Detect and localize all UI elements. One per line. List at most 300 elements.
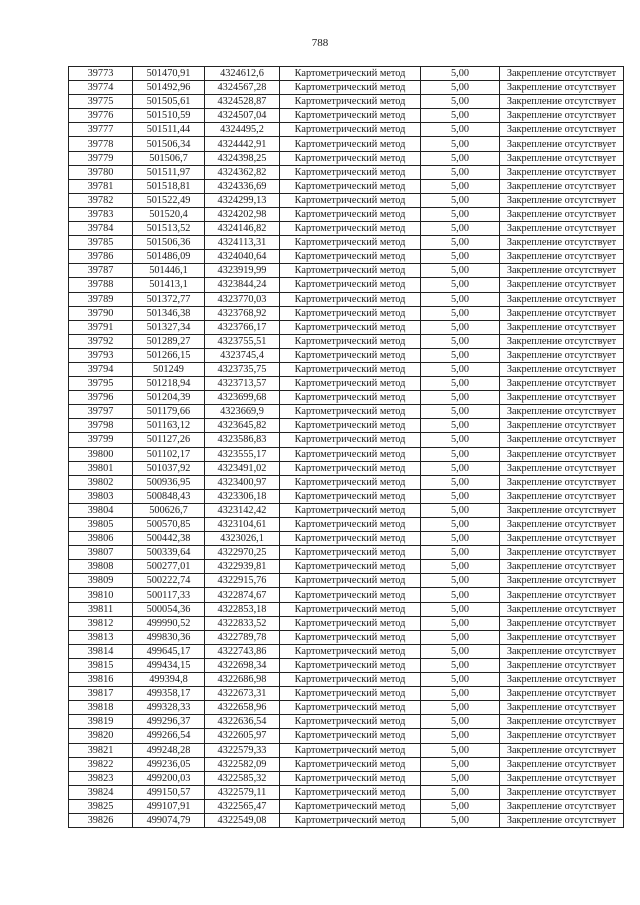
table-row — [69, 109, 624, 123]
point-number-cell: 39799 — [69, 433, 133, 447]
point-number-cell: 39794 — [69, 362, 133, 376]
method-cell: Картометрический метод — [280, 447, 421, 461]
fixation-cell: Закрепление отсутствует — [500, 362, 624, 376]
table-row — [69, 799, 624, 813]
accuracy-cell: 5,00 — [421, 715, 500, 729]
accuracy-cell: 5,00 — [421, 461, 500, 475]
point-number-cell: 39804 — [69, 503, 133, 517]
accuracy-cell: 5,00 — [421, 109, 500, 123]
method-cell: Картометрический метод — [280, 292, 421, 306]
fixation-cell: Закрепление отсутствует — [500, 701, 624, 715]
x-coordinate-cell: 501413,1 — [133, 278, 205, 292]
accuracy-cell: 5,00 — [421, 391, 500, 405]
fixation-cell: Закрепление отсутствует — [500, 616, 624, 630]
point-number-cell: 39809 — [69, 574, 133, 588]
y-coordinate-cell: 4324507,04 — [205, 109, 280, 123]
y-coordinate-cell: 4324495,2 — [205, 123, 280, 137]
table-row — [69, 687, 624, 701]
method-cell: Картометрический метод — [280, 306, 421, 320]
x-coordinate-cell: 501163,12 — [133, 419, 205, 433]
point-number-cell: 39814 — [69, 644, 133, 658]
table-row — [69, 433, 624, 447]
y-coordinate-cell: 4324040,64 — [205, 250, 280, 264]
point-number-cell: 39778 — [69, 137, 133, 151]
y-coordinate-cell: 4324202,98 — [205, 207, 280, 221]
accuracy-cell: 5,00 — [421, 179, 500, 193]
method-cell: Картометрический метод — [280, 151, 421, 165]
method-cell: Картометрический метод — [280, 743, 421, 757]
table-row — [69, 673, 624, 687]
method-cell: Картометрический метод — [280, 222, 421, 236]
method-cell: Картометрический метод — [280, 588, 421, 602]
accuracy-cell: 5,00 — [421, 785, 500, 799]
table-row — [69, 95, 624, 109]
fixation-cell: Закрепление отсутствует — [500, 123, 624, 137]
x-coordinate-cell: 501327,34 — [133, 320, 205, 334]
accuracy-cell: 5,00 — [421, 334, 500, 348]
accuracy-cell: 5,00 — [421, 433, 500, 447]
accuracy-cell: 5,00 — [421, 207, 500, 221]
method-cell: Картометрический метод — [280, 729, 421, 743]
x-coordinate-cell: 499990,52 — [133, 616, 205, 630]
table-row — [69, 278, 624, 292]
table-row — [69, 630, 624, 644]
table-row — [69, 236, 624, 250]
x-coordinate-cell: 499248,28 — [133, 743, 205, 757]
y-coordinate-cell: 4323713,57 — [205, 377, 280, 391]
point-number-cell: 39793 — [69, 348, 133, 362]
method-cell: Картометрический метод — [280, 489, 421, 503]
table-row — [69, 729, 624, 743]
fixation-cell: Закрепление отсутствует — [500, 771, 624, 785]
y-coordinate-cell: 4322605,97 — [205, 729, 280, 743]
fixation-cell: Закрепление отсутствует — [500, 461, 624, 475]
method-cell: Картометрический метод — [280, 123, 421, 137]
y-coordinate-cell: 4323768,92 — [205, 306, 280, 320]
point-number-cell: 39806 — [69, 532, 133, 546]
x-coordinate-cell: 501522,49 — [133, 193, 205, 207]
x-coordinate-cell: 499358,17 — [133, 687, 205, 701]
point-number-cell: 39779 — [69, 151, 133, 165]
table-row — [69, 292, 624, 306]
y-coordinate-cell: 4323745,4 — [205, 348, 280, 362]
table-row — [69, 447, 624, 461]
y-coordinate-cell: 4323104,61 — [205, 518, 280, 532]
y-coordinate-cell: 4322915,76 — [205, 574, 280, 588]
fixation-cell: Закрепление отсутствует — [500, 546, 624, 560]
table-row — [69, 757, 624, 771]
x-coordinate-cell: 499830,36 — [133, 630, 205, 644]
fixation-cell: Закрепление отсутствует — [500, 405, 624, 419]
y-coordinate-cell: 4323735,75 — [205, 362, 280, 376]
point-number-cell: 39797 — [69, 405, 133, 419]
accuracy-cell: 5,00 — [421, 475, 500, 489]
point-number-cell: 39781 — [69, 179, 133, 193]
accuracy-cell: 5,00 — [421, 377, 500, 391]
table-row — [69, 658, 624, 672]
x-coordinate-cell: 501506,36 — [133, 236, 205, 250]
point-number-cell: 39805 — [69, 518, 133, 532]
point-number-cell: 39811 — [69, 602, 133, 616]
y-coordinate-cell: 4323400,97 — [205, 475, 280, 489]
point-number-cell: 39795 — [69, 377, 133, 391]
table-row — [69, 771, 624, 785]
fixation-cell: Закрепление отсутствует — [500, 81, 624, 95]
y-coordinate-cell: 4322743,86 — [205, 644, 280, 658]
x-coordinate-cell: 501037,92 — [133, 461, 205, 475]
accuracy-cell: 5,00 — [421, 532, 500, 546]
y-coordinate-cell: 4324146,82 — [205, 222, 280, 236]
point-number-cell: 39786 — [69, 250, 133, 264]
point-number-cell: 39822 — [69, 757, 133, 771]
point-number-cell: 39790 — [69, 306, 133, 320]
accuracy-cell: 5,00 — [421, 81, 500, 95]
y-coordinate-cell: 4323699,68 — [205, 391, 280, 405]
point-number-cell: 39777 — [69, 123, 133, 137]
y-coordinate-cell: 4323919,99 — [205, 264, 280, 278]
y-coordinate-cell: 4322579,11 — [205, 785, 280, 799]
method-cell: Картометрический метод — [280, 630, 421, 644]
method-cell: Картометрический метод — [280, 95, 421, 109]
accuracy-cell: 5,00 — [421, 518, 500, 532]
accuracy-cell: 5,00 — [421, 250, 500, 264]
x-coordinate-cell: 501127,26 — [133, 433, 205, 447]
y-coordinate-cell: 4322789,78 — [205, 630, 280, 644]
point-number-cell: 39815 — [69, 658, 133, 672]
y-coordinate-cell: 4323844,24 — [205, 278, 280, 292]
table-row — [69, 67, 624, 81]
table-row — [69, 151, 624, 165]
y-coordinate-cell: 4324612,6 — [205, 67, 280, 81]
accuracy-cell: 5,00 — [421, 151, 500, 165]
fixation-cell: Закрепление отсутствует — [500, 222, 624, 236]
y-coordinate-cell: 4322636,54 — [205, 715, 280, 729]
accuracy-cell: 5,00 — [421, 292, 500, 306]
accuracy-cell: 5,00 — [421, 137, 500, 151]
x-coordinate-cell: 501446,1 — [133, 264, 205, 278]
point-number-cell: 39782 — [69, 193, 133, 207]
table-row — [69, 207, 624, 221]
point-number-cell: 39774 — [69, 81, 133, 95]
accuracy-cell: 5,00 — [421, 743, 500, 757]
accuracy-cell: 5,00 — [421, 630, 500, 644]
fixation-cell: Закрепление отсутствует — [500, 673, 624, 687]
y-coordinate-cell: 4324442,91 — [205, 137, 280, 151]
method-cell: Картометрический метод — [280, 419, 421, 433]
accuracy-cell: 5,00 — [421, 644, 500, 658]
table-row — [69, 193, 624, 207]
method-cell: Картометрический метод — [280, 278, 421, 292]
x-coordinate-cell: 501289,27 — [133, 334, 205, 348]
point-number-cell: 39785 — [69, 236, 133, 250]
method-cell: Картометрический метод — [280, 320, 421, 334]
x-coordinate-cell: 500117,33 — [133, 588, 205, 602]
x-coordinate-cell: 501513,52 — [133, 222, 205, 236]
fixation-cell: Закрепление отсутствует — [500, 447, 624, 461]
method-cell: Картометрический метод — [280, 348, 421, 362]
y-coordinate-cell: 4324362,82 — [205, 165, 280, 179]
fixation-cell: Закрепление отсутствует — [500, 151, 624, 165]
method-cell: Картометрический метод — [280, 137, 421, 151]
accuracy-cell: 5,00 — [421, 799, 500, 813]
table-row — [69, 264, 624, 278]
table-row — [69, 334, 624, 348]
x-coordinate-cell: 500054,36 — [133, 602, 205, 616]
fixation-cell: Закрепление отсутствует — [500, 588, 624, 602]
method-cell: Картометрический метод — [280, 165, 421, 179]
x-coordinate-cell: 501511,44 — [133, 123, 205, 137]
method-cell: Картометрический метод — [280, 236, 421, 250]
fixation-cell: Закрепление отсутствует — [500, 165, 624, 179]
fixation-cell: Закрепление отсутствует — [500, 179, 624, 193]
point-number-cell: 39775 — [69, 95, 133, 109]
accuracy-cell: 5,00 — [421, 757, 500, 771]
accuracy-cell: 5,00 — [421, 503, 500, 517]
point-number-cell: 39783 — [69, 207, 133, 221]
point-number-cell: 39819 — [69, 715, 133, 729]
fixation-cell: Закрепление отсутствует — [500, 799, 624, 813]
fixation-cell: Закрепление отсутствует — [500, 503, 624, 517]
method-cell: Картометрический метод — [280, 362, 421, 376]
accuracy-cell: 5,00 — [421, 236, 500, 250]
fixation-cell: Закрепление отсутствует — [500, 292, 624, 306]
x-coordinate-cell: 501204,39 — [133, 391, 205, 405]
table-row — [69, 137, 624, 151]
table-row — [69, 320, 624, 334]
method-cell: Картометрический метод — [280, 813, 421, 827]
fixation-cell: Закрепление отсутствует — [500, 137, 624, 151]
x-coordinate-cell: 500339,64 — [133, 546, 205, 560]
y-coordinate-cell: 4322939,81 — [205, 560, 280, 574]
method-cell: Картометрический метод — [280, 67, 421, 81]
table-row — [69, 715, 624, 729]
accuracy-cell: 5,00 — [421, 546, 500, 560]
x-coordinate-cell: 500626,7 — [133, 503, 205, 517]
fixation-cell: Закрепление отсутствует — [500, 687, 624, 701]
y-coordinate-cell: 4323669,9 — [205, 405, 280, 419]
method-cell: Картометрический метод — [280, 461, 421, 475]
table-row — [69, 405, 624, 419]
table-row — [69, 602, 624, 616]
fixation-cell: Закрепление отсутствует — [500, 278, 624, 292]
fixation-cell: Закрепление отсутствует — [500, 207, 624, 221]
method-cell: Картометрический метод — [280, 616, 421, 630]
point-number-cell: 39789 — [69, 292, 133, 306]
point-number-cell: 39773 — [69, 67, 133, 81]
point-number-cell: 39824 — [69, 785, 133, 799]
fixation-cell: Закрепление отсутствует — [500, 391, 624, 405]
y-coordinate-cell: 4323142,42 — [205, 503, 280, 517]
accuracy-cell: 5,00 — [421, 405, 500, 419]
x-coordinate-cell: 501486,09 — [133, 250, 205, 264]
method-cell: Картометрический метод — [280, 109, 421, 123]
y-coordinate-cell: 4324528,87 — [205, 95, 280, 109]
accuracy-cell: 5,00 — [421, 574, 500, 588]
point-number-cell: 39784 — [69, 222, 133, 236]
y-coordinate-cell: 4322585,32 — [205, 771, 280, 785]
fixation-cell: Закрепление отсутствует — [500, 320, 624, 334]
point-number-cell: 39808 — [69, 560, 133, 574]
method-cell: Картометрический метод — [280, 405, 421, 419]
table-row — [69, 560, 624, 574]
accuracy-cell: 5,00 — [421, 222, 500, 236]
accuracy-cell: 5,00 — [421, 602, 500, 616]
x-coordinate-cell: 500277,01 — [133, 560, 205, 574]
fixation-cell: Закрепление отсутствует — [500, 785, 624, 799]
accuracy-cell: 5,00 — [421, 419, 500, 433]
point-number-cell: 39803 — [69, 489, 133, 503]
x-coordinate-cell: 501506,7 — [133, 151, 205, 165]
fixation-cell: Закрепление отсутствует — [500, 306, 624, 320]
y-coordinate-cell: 4324299,13 — [205, 193, 280, 207]
fixation-cell: Закрепление отсутствует — [500, 518, 624, 532]
y-coordinate-cell: 4322686,98 — [205, 673, 280, 687]
x-coordinate-cell: 499200,03 — [133, 771, 205, 785]
table-row — [69, 81, 624, 95]
x-coordinate-cell: 499150,57 — [133, 785, 205, 799]
method-cell: Картометрический метод — [280, 81, 421, 95]
accuracy-cell: 5,00 — [421, 560, 500, 574]
method-cell: Картометрический метод — [280, 771, 421, 785]
table-row — [69, 743, 624, 757]
method-cell: Картометрический метод — [280, 673, 421, 687]
point-number-cell: 39787 — [69, 264, 133, 278]
table-row — [69, 644, 624, 658]
y-coordinate-cell: 4323026,1 — [205, 532, 280, 546]
table-row — [69, 461, 624, 475]
method-cell: Картометрический метод — [280, 179, 421, 193]
point-number-cell: 39825 — [69, 799, 133, 813]
point-number-cell: 39792 — [69, 334, 133, 348]
x-coordinate-cell: 499434,15 — [133, 658, 205, 672]
point-number-cell: 39817 — [69, 687, 133, 701]
point-number-cell: 39788 — [69, 278, 133, 292]
x-coordinate-cell: 500442,38 — [133, 532, 205, 546]
accuracy-cell: 5,00 — [421, 673, 500, 687]
x-coordinate-cell: 499645,17 — [133, 644, 205, 658]
fixation-cell: Закрепление отсутствует — [500, 729, 624, 743]
x-coordinate-cell: 499266,54 — [133, 729, 205, 743]
point-number-cell: 39821 — [69, 743, 133, 757]
table-row — [69, 306, 624, 320]
fixation-cell: Закрепление отсутствует — [500, 644, 624, 658]
y-coordinate-cell: 4322833,52 — [205, 616, 280, 630]
method-cell: Картометрический метод — [280, 799, 421, 813]
method-cell: Картометрический метод — [280, 560, 421, 574]
table-row — [69, 348, 624, 362]
x-coordinate-cell: 501346,38 — [133, 306, 205, 320]
accuracy-cell: 5,00 — [421, 362, 500, 376]
accuracy-cell: 5,00 — [421, 95, 500, 109]
method-cell: Картометрический метод — [280, 193, 421, 207]
table-row — [69, 574, 624, 588]
accuracy-cell: 5,00 — [421, 320, 500, 334]
fixation-cell: Закрепление отсутствует — [500, 574, 624, 588]
y-coordinate-cell: 4322698,34 — [205, 658, 280, 672]
point-number-cell: 39820 — [69, 729, 133, 743]
point-number-cell: 39801 — [69, 461, 133, 475]
table-row — [69, 518, 624, 532]
point-number-cell: 39826 — [69, 813, 133, 827]
point-number-cell: 39802 — [69, 475, 133, 489]
table-row — [69, 489, 624, 503]
fixation-cell: Закрепление отсутствует — [500, 560, 624, 574]
fixation-cell: Закрепление отсутствует — [500, 813, 624, 827]
accuracy-cell: 5,00 — [421, 447, 500, 461]
method-cell: Картометрический метод — [280, 715, 421, 729]
point-number-cell: 39800 — [69, 447, 133, 461]
y-coordinate-cell: 4323586,83 — [205, 433, 280, 447]
x-coordinate-cell: 501249 — [133, 362, 205, 376]
y-coordinate-cell: 4322565,47 — [205, 799, 280, 813]
point-number-cell: 39780 — [69, 165, 133, 179]
x-coordinate-cell: 501179,66 — [133, 405, 205, 419]
y-coordinate-cell: 4322970,25 — [205, 546, 280, 560]
method-cell: Картометрический метод — [280, 644, 421, 658]
y-coordinate-cell: 4323766,17 — [205, 320, 280, 334]
accuracy-cell: 5,00 — [421, 123, 500, 137]
fixation-cell: Закрепление отсутствует — [500, 264, 624, 278]
y-coordinate-cell: 4324398,25 — [205, 151, 280, 165]
point-number-cell: 39798 — [69, 419, 133, 433]
y-coordinate-cell: 4323555,17 — [205, 447, 280, 461]
table-row — [69, 179, 624, 193]
x-coordinate-cell: 499328,33 — [133, 701, 205, 715]
method-cell: Картометрический метод — [280, 602, 421, 616]
fixation-cell: Закрепление отсутствует — [500, 433, 624, 447]
accuracy-cell: 5,00 — [421, 489, 500, 503]
table-row — [69, 419, 624, 433]
table-row — [69, 813, 624, 827]
accuracy-cell: 5,00 — [421, 348, 500, 362]
accuracy-cell: 5,00 — [421, 771, 500, 785]
y-coordinate-cell: 4322853,18 — [205, 602, 280, 616]
coordinates-table — [68, 66, 624, 828]
y-coordinate-cell: 4323306,18 — [205, 489, 280, 503]
table-row — [69, 588, 624, 602]
x-coordinate-cell: 501102,17 — [133, 447, 205, 461]
fixation-cell: Закрепление отсутствует — [500, 334, 624, 348]
x-coordinate-cell: 499074,79 — [133, 813, 205, 827]
x-coordinate-cell: 499107,91 — [133, 799, 205, 813]
table-row — [69, 475, 624, 489]
table-row — [69, 222, 624, 236]
y-coordinate-cell: 4324113,31 — [205, 236, 280, 250]
fixation-cell: Закрепление отсутствует — [500, 602, 624, 616]
method-cell: Картометрический метод — [280, 391, 421, 405]
y-coordinate-cell: 4322579,33 — [205, 743, 280, 757]
fixation-cell: Закрепление отсутствует — [500, 757, 624, 771]
table-row — [69, 503, 624, 517]
point-number-cell: 39796 — [69, 391, 133, 405]
method-cell: Картометрический метод — [280, 250, 421, 264]
accuracy-cell: 5,00 — [421, 616, 500, 630]
y-coordinate-cell: 4323645,82 — [205, 419, 280, 433]
accuracy-cell: 5,00 — [421, 729, 500, 743]
y-coordinate-cell: 4324567,28 — [205, 81, 280, 95]
x-coordinate-cell: 501218,94 — [133, 377, 205, 391]
fixation-cell: Закрепление отсутствует — [500, 715, 624, 729]
point-number-cell: 39776 — [69, 109, 133, 123]
method-cell: Картометрический метод — [280, 546, 421, 560]
table-body — [69, 67, 624, 828]
fixation-cell: Закрепление отсутствует — [500, 377, 624, 391]
accuracy-cell: 5,00 — [421, 813, 500, 827]
table-row — [69, 532, 624, 546]
method-cell: Картометрический метод — [280, 475, 421, 489]
fixation-cell: Закрепление отсутствует — [500, 109, 624, 123]
method-cell: Картометрический метод — [280, 532, 421, 546]
